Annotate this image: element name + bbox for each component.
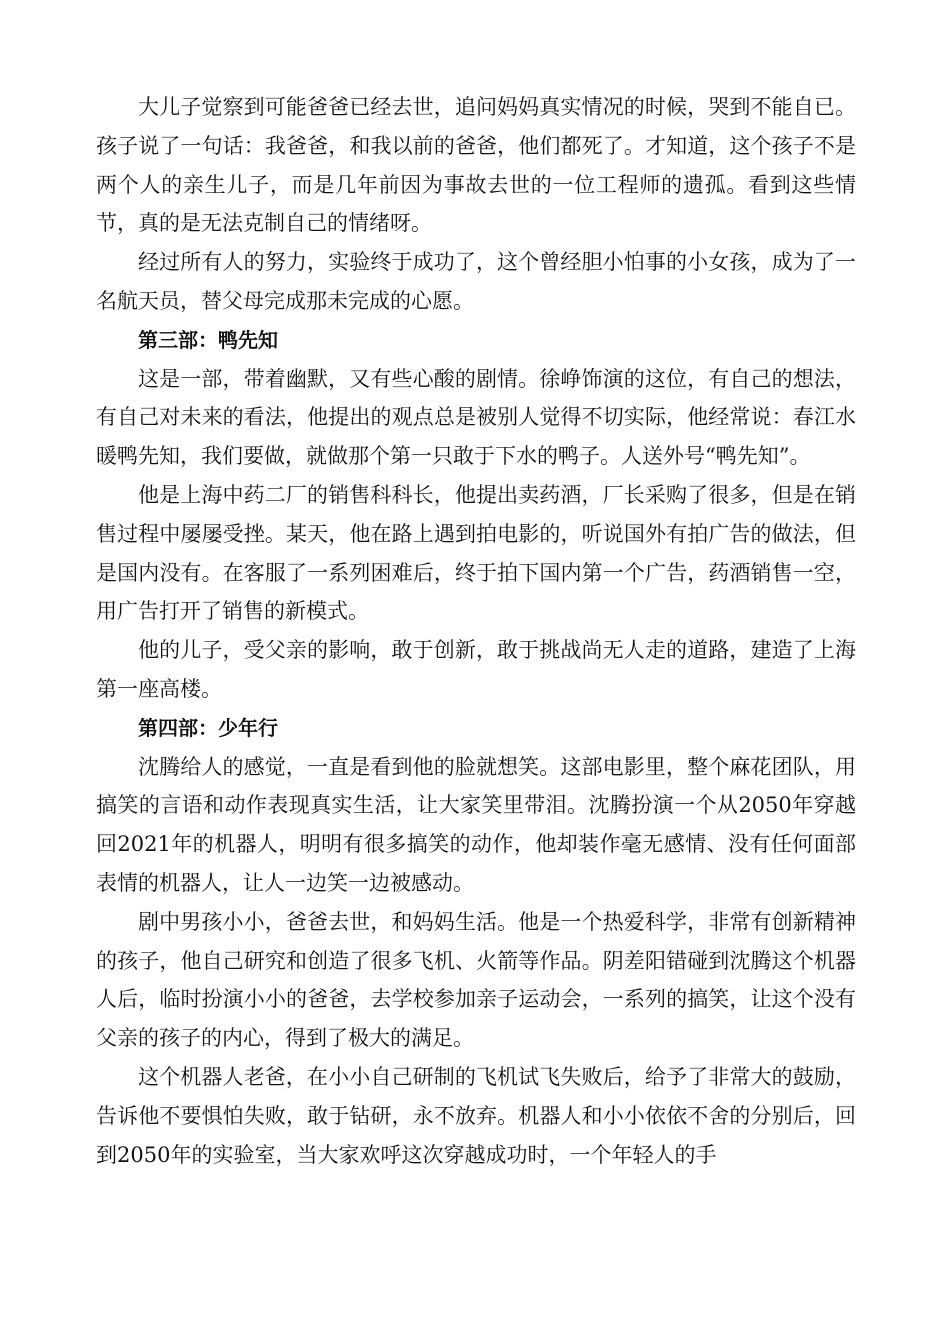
section-heading-part-4: 第四部：少年行 xyxy=(138,715,278,740)
paragraph-1: 大儿子觉察到可能爸爸已经去世，追问妈妈真实情况的时候，哭到不能自已。孩子说了一句话：我爸爸，和我以前的爸爸，他们都死了。才知道，这个孩子不是两个人的亲生儿子，而是几年前因为事故去世的一位工程师的遗孤。看到这些情节，真的是无法克制自己的情绪呀。 xyxy=(96,95,856,236)
paragraph-3: 这是一部，带着幽默，又有些心酸的剧情。徐峥饰演的这位，有自己的想法，有自己对未来的看法，他提出的观点总是被别人觉得不切实际，他经常说：春江水暖鸭先知，我们要做，就做那个第一只敢于下水的鸭子。人送外号“鸭先知”。 xyxy=(96,366,856,469)
paragraph-2: 经过所有人的努力，实验终于成功了，这个曾经胆小怕事的小女孩，成为了一名航天员，替父母完成那未完成的心愿。 xyxy=(96,250,856,313)
paragraph-5: 他的儿子，受父亲的影响，敢于创新，敢于挑战尚无人走的道路，建造了上海第一座高楼。 xyxy=(96,638,856,701)
paragraph-7: 剧中男孩小小，爸爸去世，和妈妈生活。他是一个热爱科学，非常有创新精神的孩子，他自己研究和创造了很多飞机、火箭等作品。阴差阳错碰到沈腾这个机器人后，临时扮演小小的爸爸，去学校参加亲子运动会，一系列的搞笑，让这个没有父亲的孩子的内心，得到了极大的满足。 xyxy=(96,909,856,1051)
paragraph-4: 他是上海中药二厂的销售科科长，他提出卖药酒，厂长采购了很多，但是在销售过程中屡屡受挫。某天，他在路上遇到拍电影的，听说国外有拍广告的做法，但是国内没有。在客服了一系列困难后，终于拍下国内第一个广告，药酒销售一空，用广告打开了销售的新模式。 xyxy=(96,482,856,624)
section-heading-part-3: 第三部：鸭先知 xyxy=(138,327,278,352)
paragraph-8: 这个机器人老爸，在小小自己研制的飞机试飞失败后，给予了非常大的鼓励，告诉他不要惧怕失败，敢于钻研，永不放弃。机器人和小小依依不舍的分别后，回到2050年的实验室，当大家欢呼这次穿越成功时，一个年轻人的手 xyxy=(96,1064,856,1167)
paragraph-6: 沈腾给人的感觉，一直是看到他的脸就想笑。这部电影里，整个麻花团队，用搞笑的言语和动作表现真实生活，让大家笑里带泪。沈腾扮演一个从2050年穿越回2021年的机器人，明明有很多搞笑的动作，他却装作毫无感情、没有任何面部表情的机器人，让人一边笑一边被感动。 xyxy=(96,754,856,895)
document-body xyxy=(96,88,856,1174)
